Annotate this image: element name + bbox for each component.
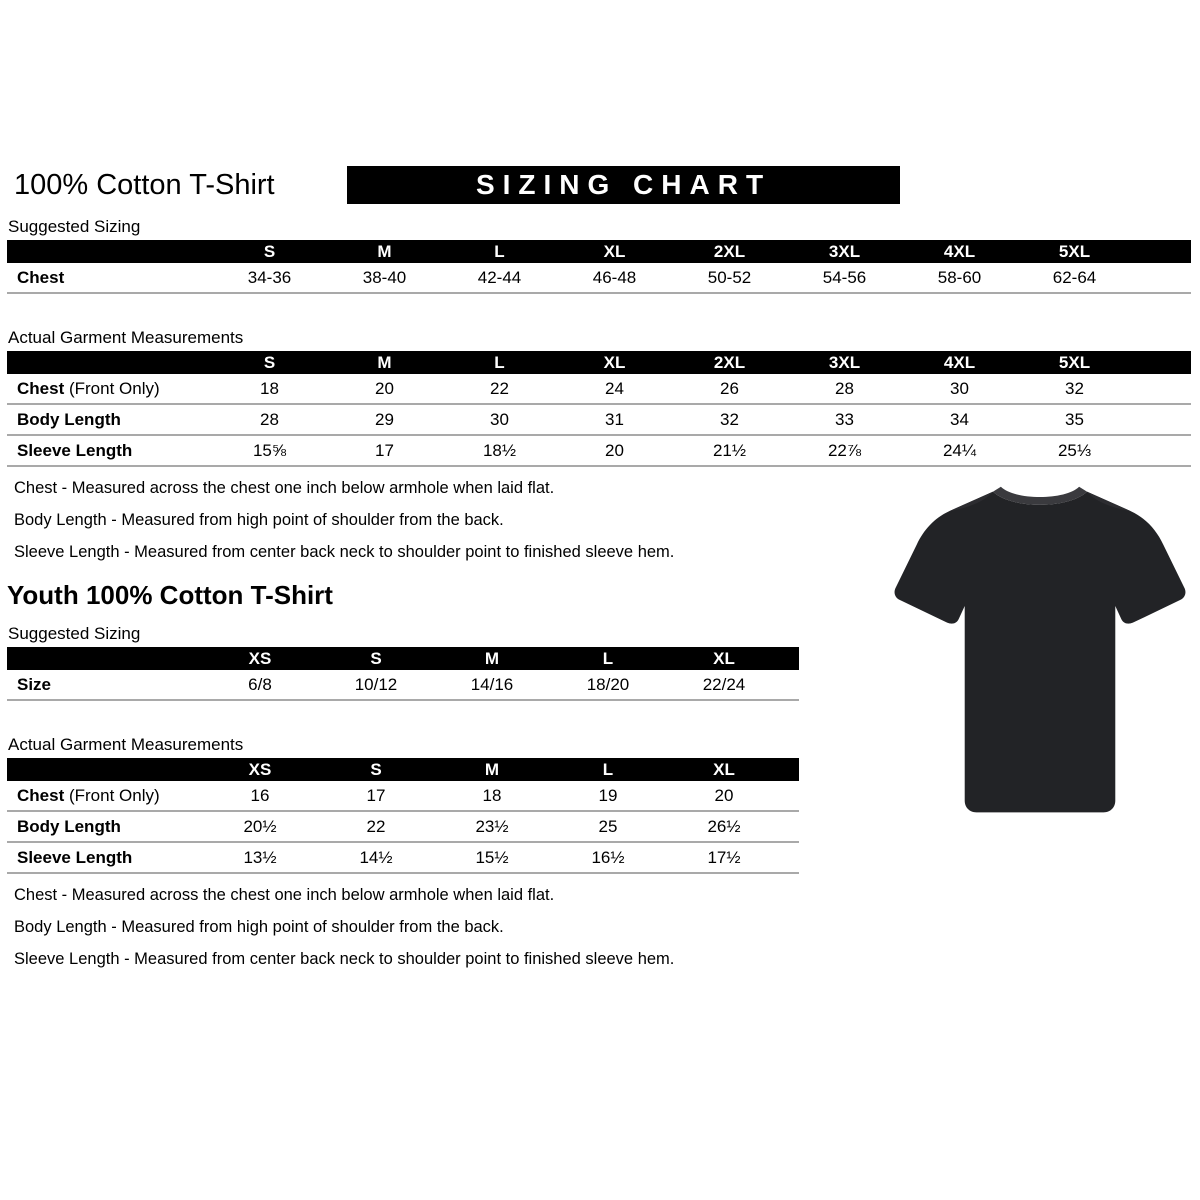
size-header: L — [442, 351, 557, 374]
size-header: M — [327, 240, 442, 263]
size-header: S — [318, 647, 434, 670]
measurement-value: 17 — [327, 435, 442, 466]
note-chest: Chest - Measured across the chest one inch below armhole when laid flat. — [14, 886, 555, 904]
measurement-value: 31 — [557, 404, 672, 435]
row-label: Chest — [17, 267, 65, 287]
measurement-value: 29 — [327, 404, 442, 435]
measurement-value: 20 — [557, 435, 672, 466]
note-sleeve-length: Sleeve Length - Measured from center back neck to shoulder point to finished sleeve hem. — [14, 543, 675, 561]
size-header-spacer — [782, 758, 799, 781]
measurement-value: 32 — [672, 404, 787, 435]
measurement-value: 50-52 — [672, 263, 787, 293]
note-body-length: Body Length - Measured from high point of shoulder from the back. — [14, 918, 504, 936]
measurement-value: 30 — [902, 374, 1017, 404]
spacer-cell — [1132, 263, 1191, 293]
size-header: M — [434, 647, 550, 670]
note-body-length: Body Length - Measured from high point of shoulder from the back. — [14, 511, 504, 529]
row-label: Chest — [17, 785, 65, 805]
measurement-value: 38-40 — [327, 263, 442, 293]
note-sleeve-length: Sleeve Length - Measured from center back neck to shoulder point to finished sleeve hem. — [14, 950, 675, 968]
measurement-value: 10/12 — [318, 670, 434, 700]
size-header: XS — [202, 647, 318, 670]
youth-section-title: Youth 100% Cotton T-Shirt — [7, 580, 333, 610]
measurement-value: 22 — [442, 374, 557, 404]
size-header: L — [442, 240, 557, 263]
adult-suggested-sizing-table — [7, 240, 1191, 294]
table-row — [7, 842, 799, 873]
measurement-value: 34-36 — [212, 263, 327, 293]
youth-suggested-sizing-label: Suggested Sizing — [8, 624, 141, 643]
measurement-value: 17½ — [666, 842, 782, 873]
measurement-value: 18½ — [442, 435, 557, 466]
size-header: 2XL — [672, 240, 787, 263]
measurement-value: 21½ — [672, 435, 787, 466]
table-row — [7, 374, 1191, 404]
suggested-sizing-label: Suggested Sizing — [8, 217, 141, 236]
table-header-row — [7, 351, 1191, 374]
size-header: L — [550, 758, 666, 781]
youth-actual-measurements-label: Actual Garment Measurements — [8, 735, 244, 754]
measurement-value: 30 — [442, 404, 557, 435]
actual-measurements-label: Actual Garment Measurements — [8, 328, 244, 347]
measurement-value: 20 — [666, 781, 782, 811]
measurement-value: 24¼ — [902, 435, 1017, 466]
size-header: L — [550, 647, 666, 670]
size-header: 2XL — [672, 351, 787, 374]
size-header: S — [318, 758, 434, 781]
size-header: M — [434, 758, 550, 781]
row-label-cell — [7, 811, 202, 842]
measurement-value: 14½ — [318, 842, 434, 873]
tshirt-image — [893, 476, 1187, 828]
size-header: 5XL — [1017, 351, 1132, 374]
measurement-value: 15⅝ — [212, 435, 327, 466]
spacer-cell — [1132, 404, 1191, 435]
measurement-value: 16 — [202, 781, 318, 811]
measurement-value: 25⅓ — [1017, 435, 1132, 466]
size-header: S — [212, 240, 327, 263]
row-label: Body Length — [17, 816, 121, 836]
table-row — [7, 811, 799, 842]
measurement-value: 58-60 — [902, 263, 1017, 293]
measurement-value: 14/16 — [434, 670, 550, 700]
measurement-value: 33 — [787, 404, 902, 435]
measurement-value: 26 — [672, 374, 787, 404]
table-row — [7, 435, 1191, 466]
measurement-value: 18 — [212, 374, 327, 404]
measurement-value: 24 — [557, 374, 672, 404]
measurement-value: 22 — [318, 811, 434, 842]
measurement-value: 25 — [550, 811, 666, 842]
measurement-value: 18 — [434, 781, 550, 811]
size-header-spacer — [1132, 351, 1191, 374]
size-header: 3XL — [787, 240, 902, 263]
measurement-value: 28 — [787, 374, 902, 404]
measurement-value: 19 — [550, 781, 666, 811]
measurement-value: 6/8 — [202, 670, 318, 700]
size-header: XL — [557, 240, 672, 263]
size-header: 4XL — [902, 240, 1017, 263]
row-label-cell — [7, 374, 212, 404]
row-label-suffix: (Front Only) — [68, 785, 160, 805]
youth-actual-measurements-table — [7, 758, 799, 874]
row-label-cell — [7, 781, 202, 811]
row-label-cell — [7, 670, 202, 700]
table-row — [7, 263, 1191, 293]
row-label-cell — [7, 263, 212, 293]
measurement-value: 32 — [1017, 374, 1132, 404]
youth-measurement-notes — [0, 886, 1200, 969]
page-header — [0, 166, 1200, 204]
size-header: S — [212, 351, 327, 374]
spacer-cell — [782, 842, 799, 873]
measurement-value: 62-64 — [1017, 263, 1132, 293]
row-label-cell — [7, 842, 202, 873]
row-label: Chest — [17, 378, 65, 398]
row-label-cell — [7, 435, 212, 466]
measurement-value: 26½ — [666, 811, 782, 842]
measurement-value: 35 — [1017, 404, 1132, 435]
measurement-value: 34 — [902, 404, 1017, 435]
spacer-cell — [1132, 435, 1191, 466]
size-header-empty — [7, 351, 212, 374]
adult-section-title: 100% Cotton T-Shirt — [14, 169, 275, 201]
size-header: XL — [666, 647, 782, 670]
row-label: Size — [17, 674, 52, 694]
measurement-value: 23½ — [434, 811, 550, 842]
measurement-value: 22/24 — [666, 670, 782, 700]
note-chest: Chest - Measured across the chest one inch below armhole when laid flat. — [14, 479, 555, 497]
spacer-cell — [782, 811, 799, 842]
size-header-empty — [7, 647, 202, 670]
size-header-empty — [7, 240, 212, 263]
measurement-value: 54-56 — [787, 263, 902, 293]
table-header-row — [7, 240, 1191, 263]
size-header: 3XL — [787, 351, 902, 374]
row-label: Sleeve Length — [17, 440, 133, 460]
table-header-row — [7, 647, 799, 670]
measurement-value: 42-44 — [442, 263, 557, 293]
measurement-value: 13½ — [202, 842, 318, 873]
size-header-spacer — [782, 647, 799, 670]
size-header: 4XL — [902, 351, 1017, 374]
table-row — [7, 670, 799, 700]
size-header: 5XL — [1017, 240, 1132, 263]
sizing-chart-banner: SIZING CHART — [347, 166, 900, 204]
size-header: M — [327, 351, 442, 374]
measurement-value: 16½ — [550, 842, 666, 873]
measurement-value: 18/20 — [550, 670, 666, 700]
size-header: XS — [202, 758, 318, 781]
measurement-value: 17 — [318, 781, 434, 811]
size-header-empty — [7, 758, 202, 781]
row-label-cell — [7, 404, 212, 435]
measurement-value: 20½ — [202, 811, 318, 842]
table-row — [7, 781, 799, 811]
adult-actual-measurements-table — [7, 351, 1191, 467]
spacer-cell — [782, 781, 799, 811]
size-header: XL — [557, 351, 672, 374]
spacer-cell — [1132, 374, 1191, 404]
measurement-value: 20 — [327, 374, 442, 404]
table-header-row — [7, 758, 799, 781]
table-row — [7, 404, 1191, 435]
tshirt-body — [895, 492, 1186, 813]
measurement-value: 28 — [212, 404, 327, 435]
size-header-spacer — [1132, 240, 1191, 263]
measurement-value: 15½ — [434, 842, 550, 873]
youth-suggested-sizing-table — [7, 647, 799, 701]
row-label: Sleeve Length — [17, 847, 133, 867]
row-label-suffix: (Front Only) — [68, 378, 160, 398]
measurement-value: 46-48 — [557, 263, 672, 293]
size-header: XL — [666, 758, 782, 781]
row-label: Body Length — [17, 409, 121, 429]
measurement-value: 22⅞ — [787, 435, 902, 466]
spacer-cell — [782, 670, 799, 700]
